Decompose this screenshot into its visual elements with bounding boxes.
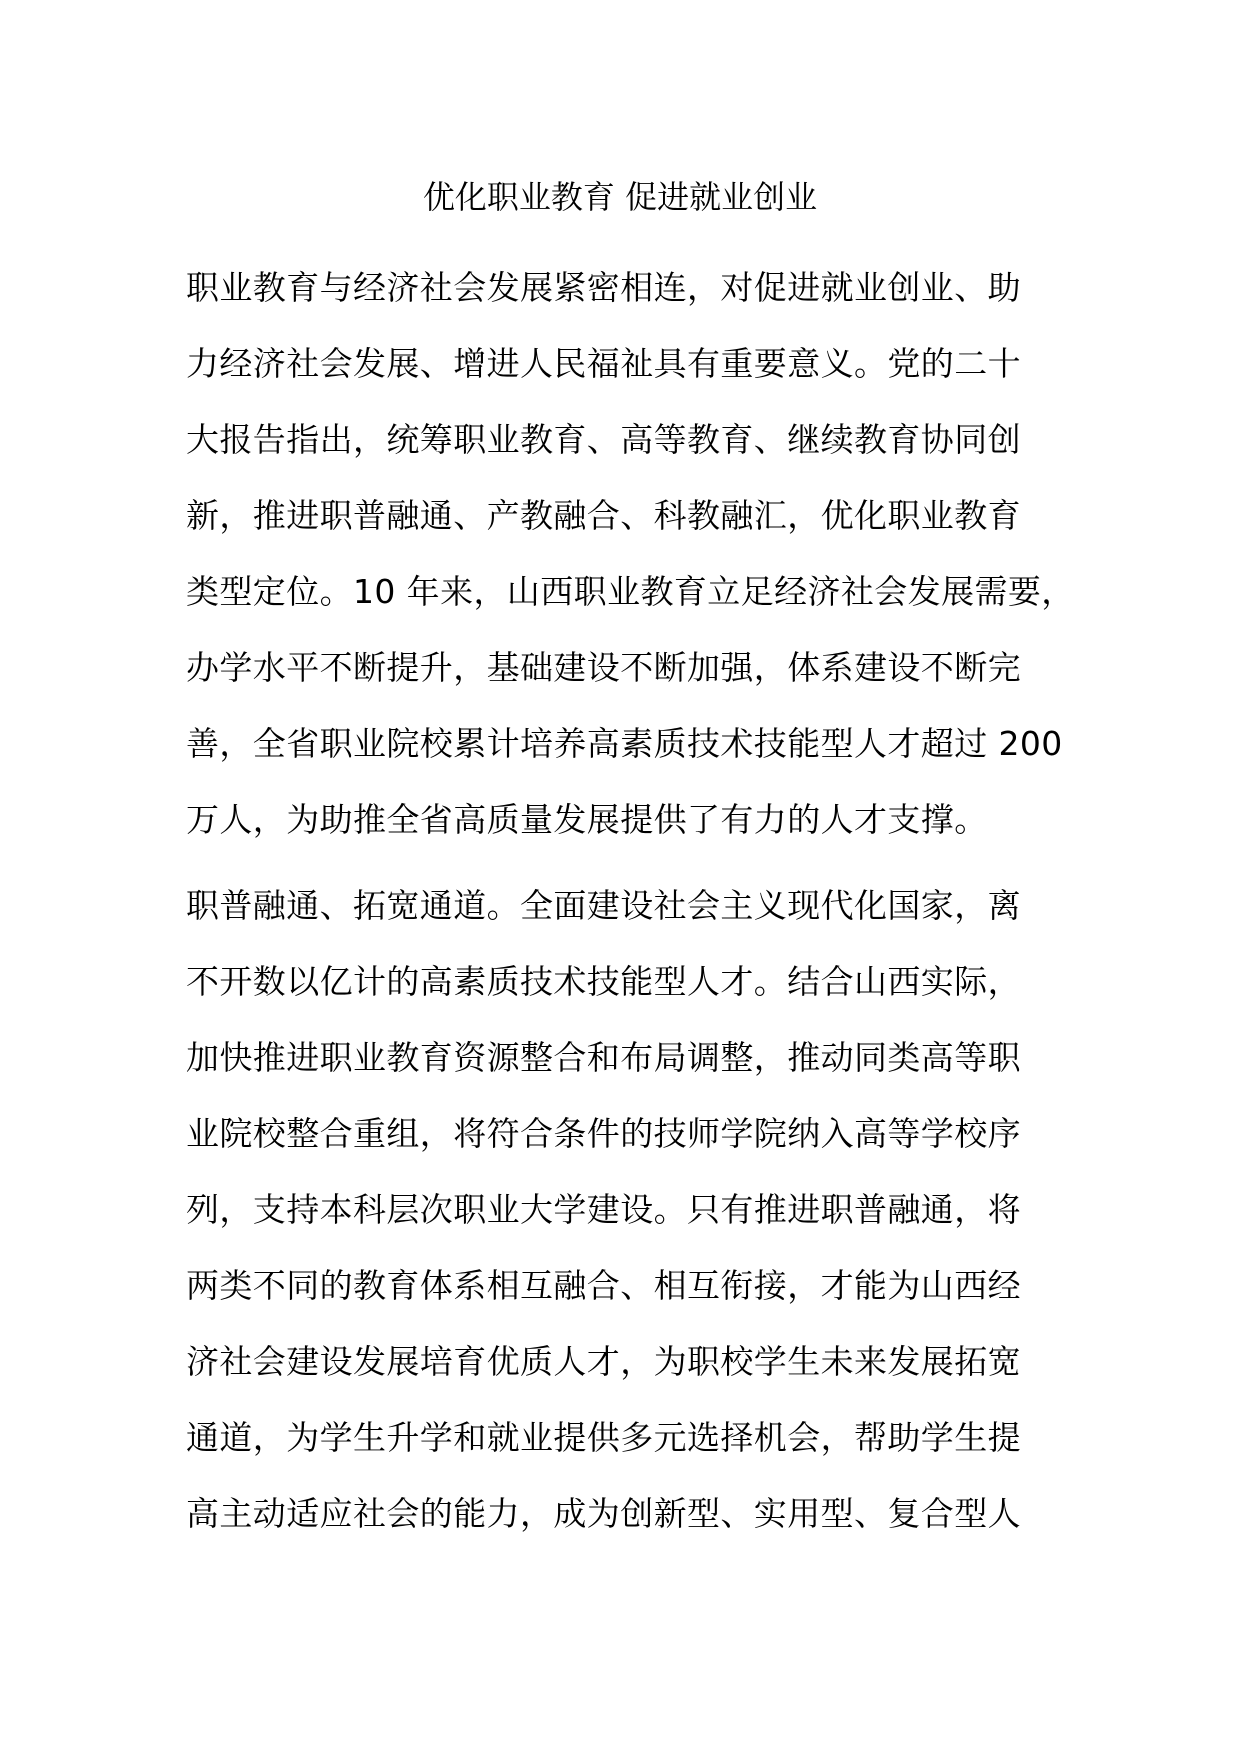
text-line: 善，全省职业院校累计培养高素质技术技能型人才超过 200 <box>186 724 1063 763</box>
text-line: 业院校整合重组，将符合条件的技师学院纳入高等学校序 <box>186 1114 1021 1153</box>
paragraph-1 <box>186 258 1086 866</box>
text-line: 通道，为学生升学和就业提供多元选择机会，帮助学生提 <box>186 1418 1021 1457</box>
text-line: 力经济社会发展、增进人民福祉具有重要意义。党的二十 <box>186 344 1021 383</box>
document-title: 优化职业教育 促进就业创业 <box>422 178 818 216</box>
text-line: 新，推进职普融通、产教融合、科教融汇，优化职业教育 <box>186 496 1021 535</box>
text-line: 高主动适应社会的能力，成为创新型、实用型、复合型人 <box>186 1494 1021 1533</box>
text-line: 不开数以亿计的高素质技术技能型人才。结合山西实际， <box>186 962 1021 1001</box>
text-line: 类型定位。10 年来，山西职业教育立足经济社会发展需要， <box>186 572 1075 611</box>
text-line: 万人，为助推全省高质量发展提供了有力的人才支撑。 <box>186 800 988 839</box>
paragraph-2 <box>186 876 1086 1560</box>
text-line: 大报告指出，统筹职业教育、高等教育、继续教育协同创 <box>186 420 1021 459</box>
text-line: 两类不同的教育体系相互融合、相互衔接，才能为山西经 <box>186 1266 1021 1305</box>
text-line: 职普融通、拓宽通道。全面建设社会主义现代化国家，离 <box>186 886 1021 925</box>
text-line: 济社会建设发展培育优质人才，为职校学生未来发展拓宽 <box>186 1342 1021 1381</box>
text-line: 办学水平不断提升，基础建设不断加强，体系建设不断完 <box>186 648 1021 687</box>
text-line: 职业教育与经济社会发展紧密相连，对促进就业创业、助 <box>186 268 1021 307</box>
text-line: 加快推进职业教育资源整合和布局调整，推动同类高等职 <box>186 1038 1021 1077</box>
text-line: 列，支持本科层次职业大学建设。只有推进职普融通，将 <box>186 1190 1021 1229</box>
